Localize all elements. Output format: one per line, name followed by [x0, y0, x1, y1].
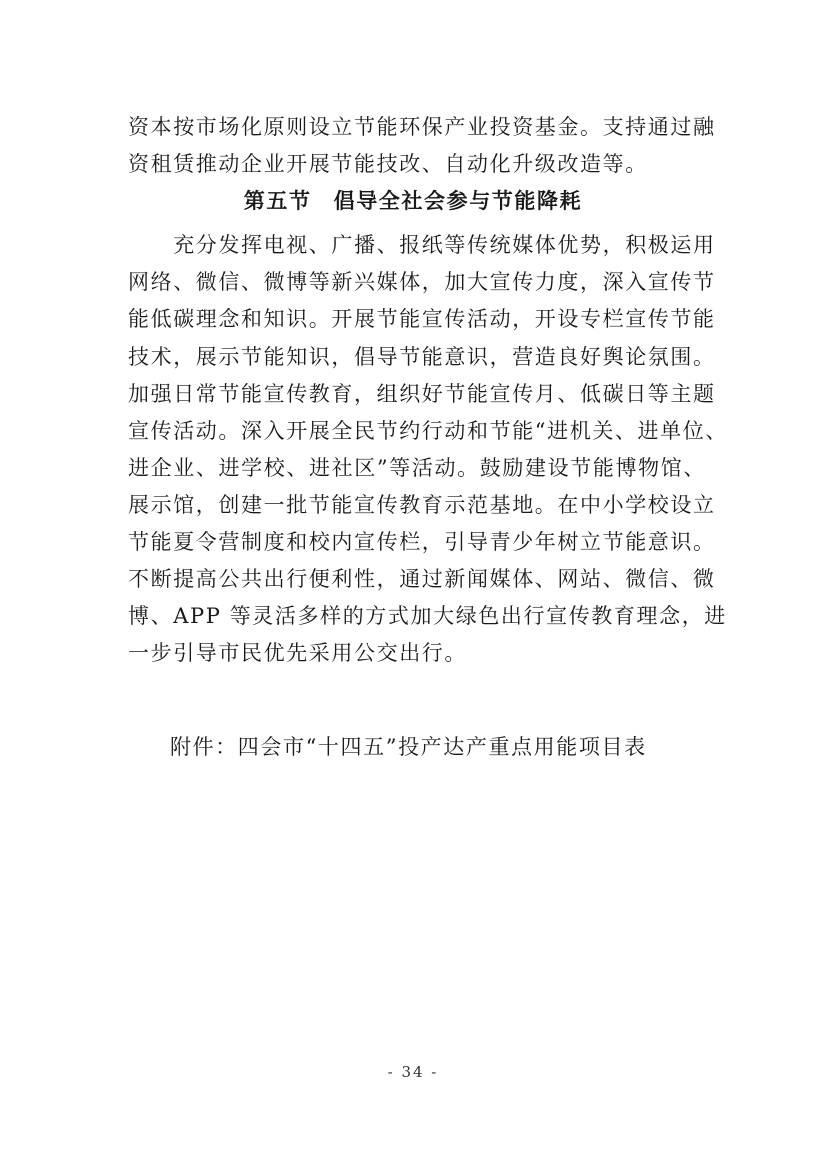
- body-text-line: 宣传活动。深入开展全民节约行动和节能“进机关、进单位、: [128, 419, 728, 443]
- body-text-line: 资租赁推动企业开展节能技改、自动化升级改造等。: [128, 152, 648, 176]
- body-text-line: 网络、微信、微博等新兴媒体，加大宣传力度，深入宣传节: [128, 270, 716, 294]
- body-text-line: 进企业、进学校、进社区”等活动。鼓励建设节能博物馆、: [128, 456, 706, 480]
- body-text-line: 充分发挥电视、广播、报纸等传统媒体优势，积极运用: [128, 233, 716, 257]
- body-text-line: 博、APP 等灵活多样的方式加大绿色出行宣传教育理念，进: [128, 604, 727, 628]
- body-text-line: 能低碳理念和知识。开展节能宣传活动，开设专栏宣传节能: [128, 307, 716, 331]
- section-heading: [0, 188, 826, 214]
- section-number: 第五节: [243, 188, 312, 213]
- body-text-line: 节能夏令营制度和校内宣传栏，引导青少年树立节能意识。: [128, 530, 716, 554]
- body-text-line: 不断提高公共出行便利性，通过新闻媒体、网站、微信、微: [128, 567, 716, 591]
- attachment-note: 附件：四会市“十四五”投产达产重点用能项目表: [170, 735, 647, 759]
- section-title: 倡导全社会参与节能降耗: [333, 188, 583, 213]
- body-text-line: 展示馆，创建一批节能宣传教育示范基地。在中小学校设立: [128, 493, 716, 517]
- body-text-line: 一步引导市民优先采用公交出行。: [128, 641, 467, 665]
- body-text-line: 技术，展示节能知识，倡导节能意识，营造良好舆论氛围。: [128, 345, 716, 369]
- body-text-line: 加强日常节能宣传教育，组织好节能宣传月、低碳日等主题: [128, 382, 716, 406]
- body-text-line: 资本按市场化原则设立节能环保产业投资基金。支持通过融: [128, 115, 716, 139]
- page-number: - 34 -: [387, 1063, 439, 1081]
